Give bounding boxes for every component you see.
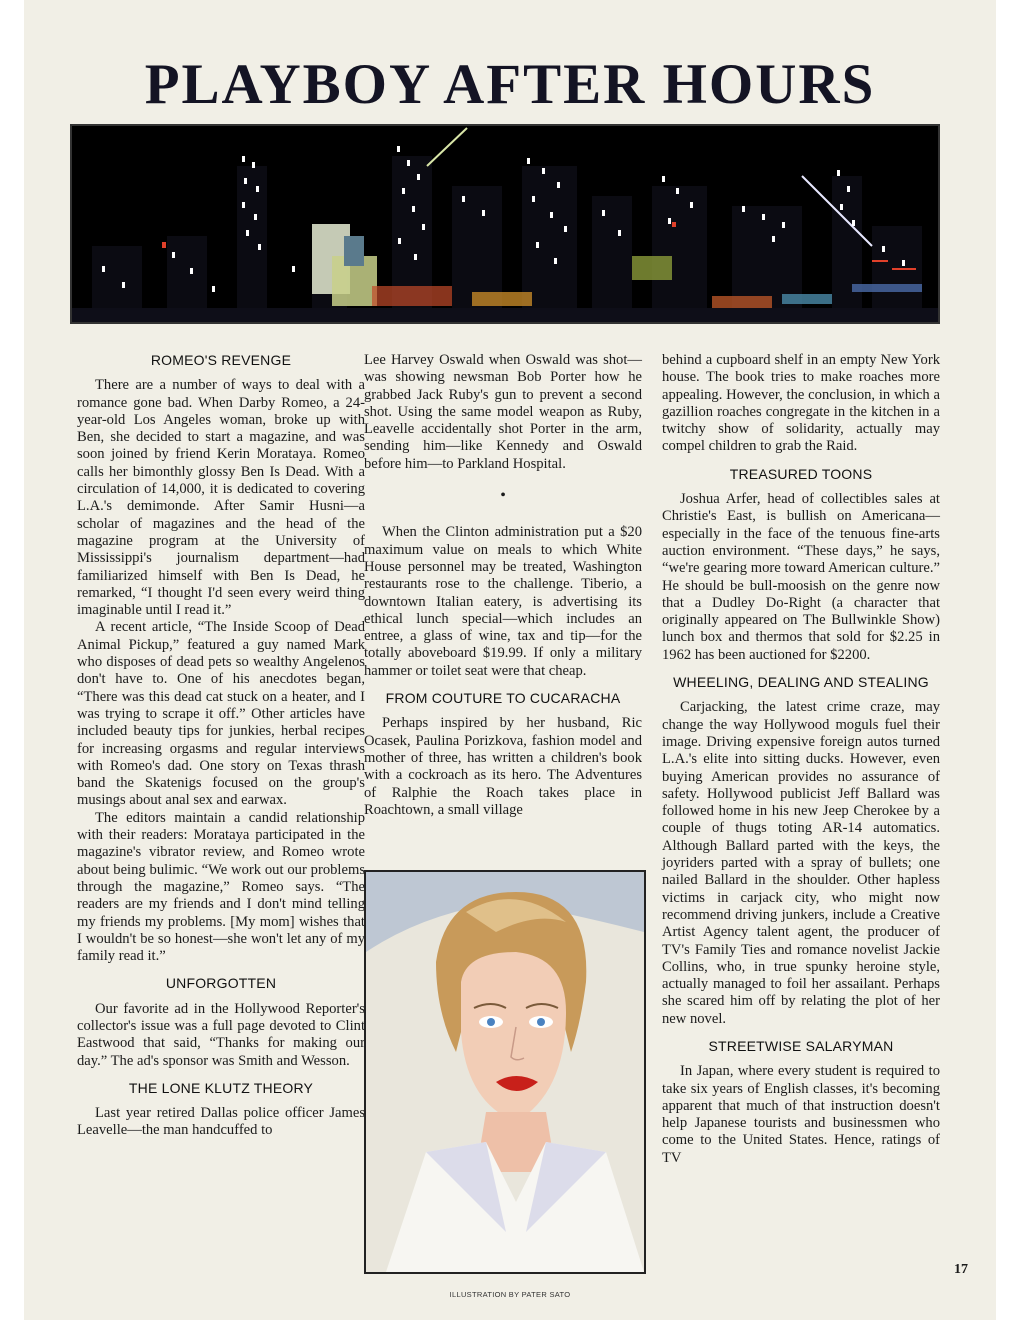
section-heading-wheeling-dealing: WHEELING, DEALING AND STEALING xyxy=(673,674,929,691)
paragraph: In Japan, where every student is required to take six years of English classes, it's becoming apparent that much of that instruction doesn't help Japanese tourists and businessmen who come to the United States. Hence, ratings of TV xyxy=(662,1063,940,1166)
paragraph: Last year retired Dallas police officer James Leavelle—the man handcuffed to xyxy=(77,1105,365,1139)
column-2 xyxy=(364,352,642,819)
section-divider-bullet: • xyxy=(500,487,506,505)
paragraph: Joshua Arfer, head of collectibles sales at Christie's East, is bullish on Americana—especially in the face of the tenuous fine-arts auction environment. “These days,” he says, “we're gearing more toward American culture.” He should be bull-moosish on the genre now that a Dudley Do-Right (a character that originally appeared on The Bullwinkle Show) lunch box and thermos that sold for $2.25 in 1962 has been auctioned for $2200. xyxy=(662,491,940,663)
column-1 xyxy=(77,352,365,1140)
paragraph: Carjacking, the latest crime craze, may change the way Hollywood moguls fuel their image. Driving expensive foreign autos turned L.A.'s elite into sitting ducks. However, even buying American provides no assurance of safety. Hollywood publicist Jeff Ballard was followed home in his new Jeep Cherokee by a couple of thugs toting AR-14 automatics. Although Ballard parted with the keys, the joyriders parted with a spray of bullets; one nailed Ballard in the shoulder. Other hapless victims in carjack city, who might now recommend driving junkers, include a Creative Artist Agency talent agent, the producer of TV's Family Ties and romance novelist Jackie Collins, who, in true spunky heroine style, actually managed to foil her assailant. Perhaps she scared him off by relating the plot of her new novel. xyxy=(662,699,940,1027)
paragraph: The editors maintain a candid relationship with their readers: Morataya participated in the magazine's vibrator review, and Romeo wrote about being bulimic. “We work out our problems through the magazine,” Romeo says. “The readers are my friends and I don't mind telling my friends my problems. [My mom] wishes that I wouldn't be so honest—she won't let any of my family read it.” xyxy=(77,809,365,965)
section-heading-romeos-revenge: ROMEO'S REVENGE xyxy=(150,352,292,368)
section-heading-unforgotten: UNFORGOTTEN xyxy=(165,975,277,992)
paragraph: A recent article, “The Inside Scoop of Dead Animal Pickup,” featured a guy named Mark who disposes of dead pets so wealthy Angelenos don't have to. One of his anecdotes began, “There was this dead cat stuck on a heater, and I was trying to scrape it off.” Other articles have included beauty tips for junkies, herbal recipes for increasing orgasms and regular interviews with Romeo's dad. One story on Texas thrash band the Skatenigs focused on the group's musings about anal sex and earwax. xyxy=(77,619,365,809)
paragraph: When the Clinton administration put a $20 maximum value on meals to which White House personnel may be treated, Washington restaurants rose to the challenge. Tiberio, a downtown Italian eatery, is advertising its ethical lunch special—which includes an entree, a glass of wine, tax and tip—for the totally aboveboard $19.99. If only a military hammer or toilet seat were that cheap. xyxy=(364,524,642,679)
paragraph: Perhaps inspired by her husband, Ric Ocasek, Paulina Porizkova, fashion model and mother of three, has written a children's book with a cockroach as its hero. The Adventures of Ralphie the Roach takes place in Roachtown, a small village xyxy=(364,715,642,818)
page-number: 17 xyxy=(954,1262,968,1277)
paragraph: Our favorite ad in the Hollywood Reporter's collector's issue was a full page devoted to Clint Eastwood that said, “Thanks for making our day.” The ad's sponsor was Smith and Wesson. xyxy=(77,1000,365,1069)
column-3 xyxy=(662,352,940,1167)
section-heading-streetwise-salaryman: STREETWISE SALARYMAN xyxy=(708,1037,894,1054)
paragraph: There are a number of ways to deal with a romance gone bad. When Darby Romeo, a 24-year-old Los Angeles woman, broke up with Ben, she decided to start a magazine, and was soon joined by friend Kerin Morataya. Romeo calls her bimonthly glossy Ben Is Dead. With a circulation of 14,000, it is dedicated to covering L.A.'s demimonde. After Samir Husni—a scholar of magazines and the head of the magazine program at the University of Mississippi's journalism department—had familiarized himself with Ben Is Dead, he remarked, “I thought I'd seen every weird thing imaginable until I read it.” xyxy=(77,377,365,619)
paragraph: Lee Harvey Oswald when Oswald was shot—was showing newsman Bob Porter how he grabbed Jack Ruby's gun to prevent a second shot. Using the same model weapon as Ruby, Leavelle accidentally shot Porter in the arm, sending him—like Kennedy and Oswald before him—to Parkland Hospital. xyxy=(364,352,642,472)
section-heading-lone-klutz-theory: THE LONE KLUTZ THEORY xyxy=(128,1079,314,1096)
section-heading-treasured-toons: TREASURED TOONS xyxy=(729,465,873,482)
page-title: PLAYBOY AFTER HOURS xyxy=(144,53,876,116)
illustration-credit: ILLUSTRATION BY PATER SATO xyxy=(449,1290,571,1299)
magazine-page xyxy=(24,0,996,1320)
portrait-illustration xyxy=(364,870,646,1274)
city-skyline-illustration xyxy=(70,124,940,324)
section-heading-couture-to-cucaracha: FROM COUTURE TO CUCARACHA xyxy=(385,690,621,707)
paragraph: behind a cupboard shelf in an empty New York house. The book tries to make roaches more appealing. However, the conclusion, in which a gazillion roaches congregate in the kitchen in a twitchy show of solidarity, actually may compel children to grab the Raid. xyxy=(662,352,940,455)
